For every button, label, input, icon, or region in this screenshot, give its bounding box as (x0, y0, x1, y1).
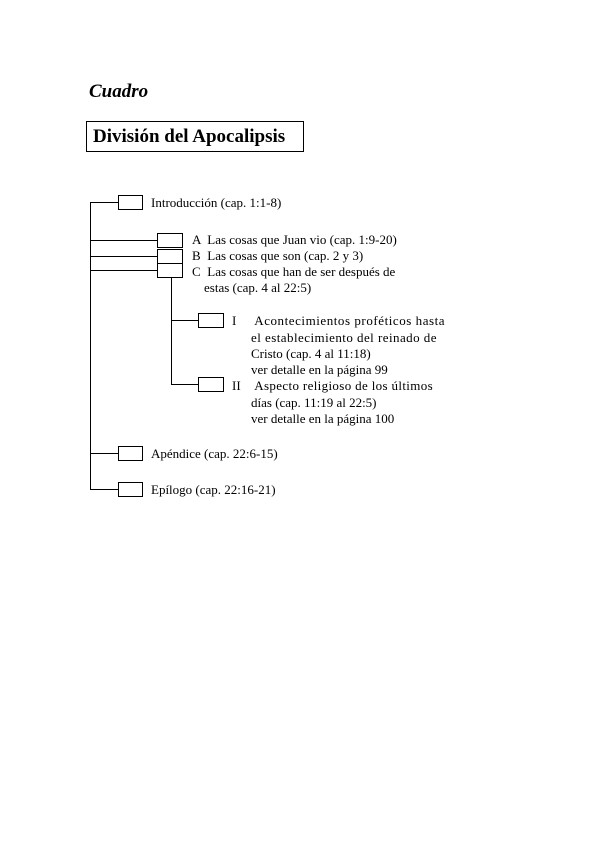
item-ii-line2: días (cap. 11:19 al 22:5) (251, 395, 377, 410)
item-ii (232, 378, 433, 394)
box-epilogo (119, 483, 143, 497)
chart-heading: Cuadro (89, 81, 149, 102)
item-a-text: Las cosas que Juan vio (cap. 1:9-20) (207, 232, 397, 247)
item-a (192, 232, 397, 248)
item-epilogo: Epílogo (cap. 22:16-21) (151, 482, 276, 497)
item-b-text: Las cosas que son (cap. 2 y 3) (207, 248, 364, 263)
item-i (232, 313, 445, 329)
item-c-marker: C (192, 264, 201, 279)
item-a-marker: A (192, 232, 202, 247)
item-b-marker: B (192, 248, 201, 263)
item-i-line2: el establecimiento del reinado de (251, 330, 437, 345)
box-apendice (119, 447, 143, 461)
item-i-marker: I (232, 313, 237, 328)
box-i (199, 314, 224, 328)
box-ii (199, 378, 224, 392)
box-b (158, 250, 183, 264)
box-a (158, 234, 183, 248)
item-apendice: Apéndice (cap. 22:6-15) (151, 446, 278, 461)
item-c-line1: Las cosas que han de ser después de (207, 264, 396, 279)
item-b (192, 248, 363, 264)
item-i-line4: ver detalle en la página 99 (251, 362, 388, 377)
item-c-line2: estas (cap. 4 al 22:5) (204, 280, 312, 295)
item-c (192, 264, 395, 280)
item-ii-line3: ver detalle en la página 100 (251, 411, 395, 426)
item-introduccion: Introducción (cap. 1:1-8) (151, 195, 282, 210)
diagram-title: División del Apocalipsis (93, 126, 286, 147)
box-intro (119, 196, 143, 210)
item-ii-line1: Aspecto religioso de los últimos (254, 378, 433, 393)
item-ii-marker: II (232, 378, 241, 393)
box-c (158, 264, 183, 278)
item-i-line1: Acontecimientos proféticos hasta (254, 313, 446, 328)
item-i-line3: Cristo (cap. 4 al 11:18) (251, 346, 371, 361)
